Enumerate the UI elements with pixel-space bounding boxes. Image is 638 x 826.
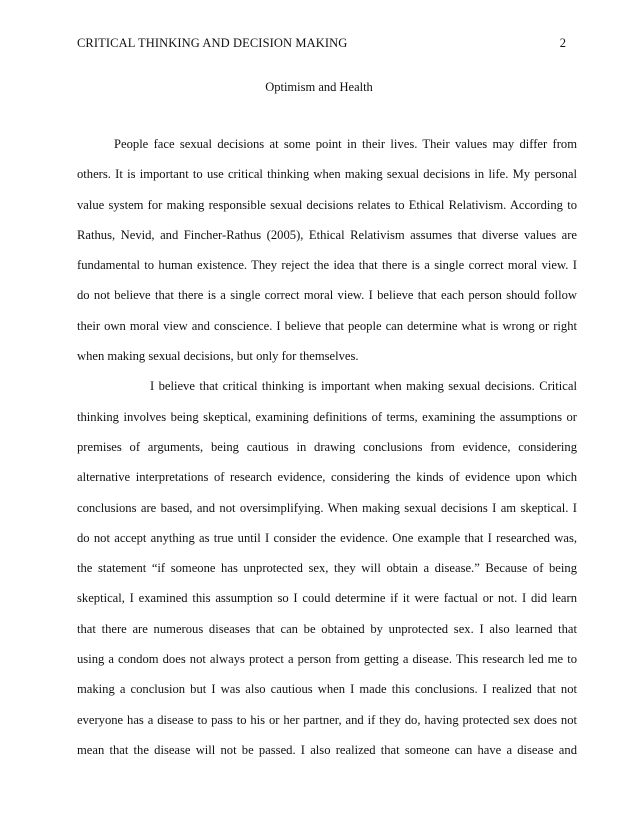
document-title: Optimism and Health <box>265 80 373 94</box>
text-line: their own moral view and conscience. I believe that people can determine what is wrong or right <box>77 318 577 333</box>
text-line: using a condom does not always protect a person from getting a disease. This research led me to <box>77 652 577 667</box>
running-head: CRITICAL THINKING AND DECISION MAKING <box>77 36 348 50</box>
text-line: I believe that critical thinking is important when making sexual decisions. Critical <box>150 379 577 394</box>
text-line: People face sexual decisions at some point in their lives. Their values may differ from <box>114 137 577 151</box>
text-line: premises of arguments, being cautious in drawing conclusions from evidence, considering <box>77 439 577 454</box>
text-line: skeptical, I examined this assumption so I could determine if it were factual or not. I did learn <box>77 591 577 606</box>
text-line: conclusions are based, and not oversimplifying. When making sexual decisions I am skeptical. I <box>77 500 577 515</box>
text-line: mean that the disease will not be passed. I also realized that someone can have a disease and <box>77 742 577 757</box>
page-number: 2 <box>559 36 566 50</box>
text-line: the statement “if someone has unprotected sex, they will obtain a disease.” Because of being <box>77 561 577 576</box>
text-line: Rathus, Nevid, and Fincher-Rathus (2005), Ethical Relativism assumes that diverse values are <box>77 227 577 242</box>
text-line: fundamental to human existence. They reject the idea that there is a single correct moral view. I <box>77 258 577 273</box>
text-line: that there are numerous diseases that can be obtained by unprotected sex. I also learned that <box>77 621 577 636</box>
text-line: thinking involves being skeptical, examining definitions of terms, examining the assumptions or <box>77 409 577 424</box>
text-line: others. It is important to use critical thinking when making sexual decisions in life. My personal <box>77 167 577 182</box>
body-text <box>77 137 577 773</box>
text-line: when making sexual decisions, but only for themselves. <box>77 349 359 364</box>
text-line: do not believe that there is a single correct moral view. I believe that each person should follow <box>77 288 577 303</box>
text-line: do not accept anything as true until I consider the evidence. One example that I researched was, <box>77 530 577 545</box>
text-line: alternative interpretations of research evidence, considering the kinds of evidence upon which <box>77 470 577 485</box>
text-line: making a conclusion but I was also cautious when I made this conclusions. I realized that not <box>77 682 577 697</box>
text-line: everyone has a disease to pass to his or her partner, and if they do, having protected sex does not <box>77 712 577 727</box>
text-line: value system for making responsible sexual decisions relates to Ethical Relativism. According to <box>77 197 577 212</box>
